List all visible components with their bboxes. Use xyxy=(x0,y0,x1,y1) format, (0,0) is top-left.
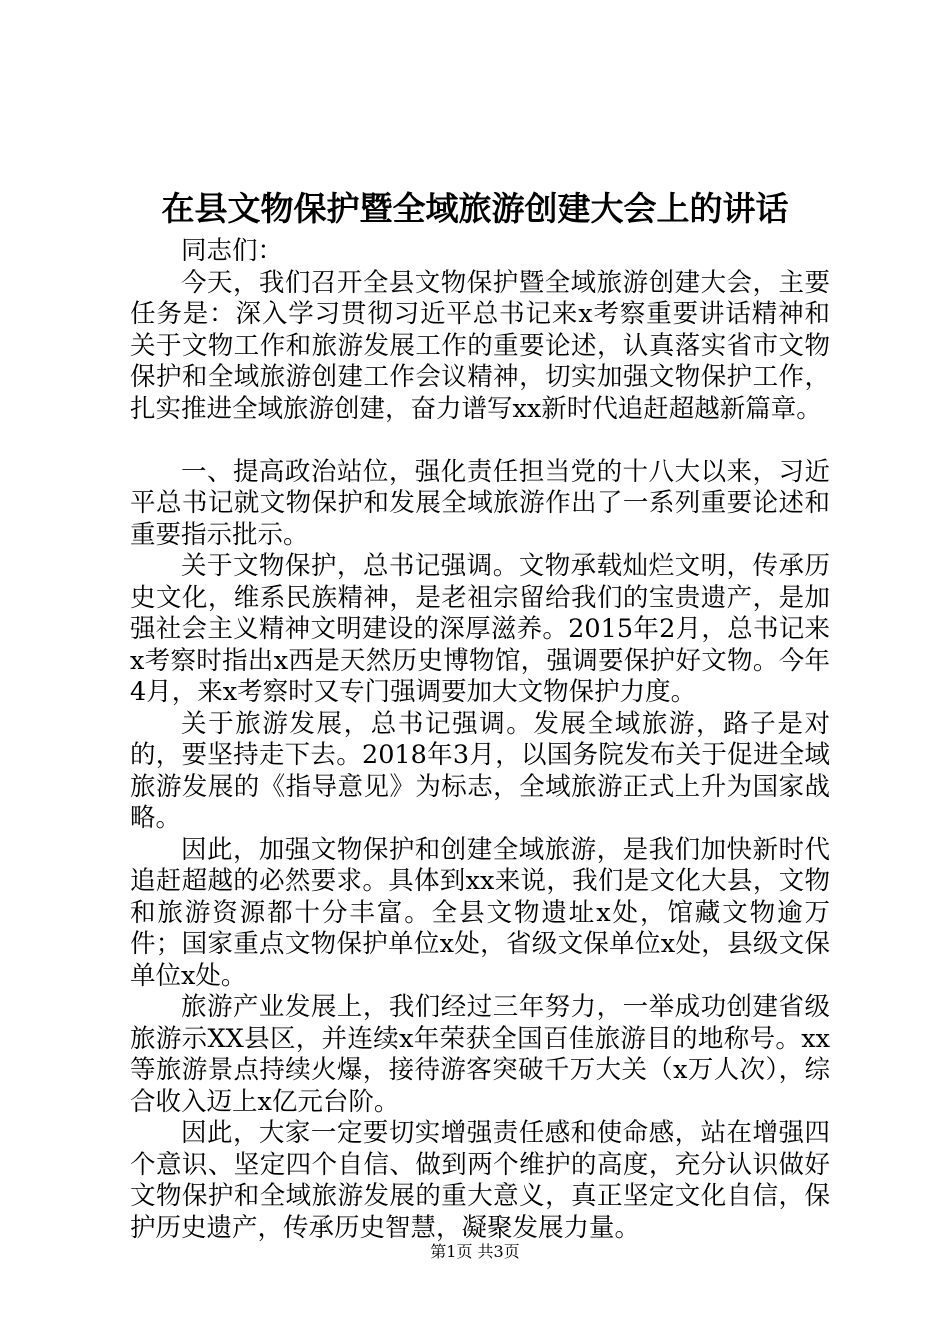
body-paragraph: 关于文物保护，总书记强调。文物承载灿烂文明，传承历史文化，维系民族精神，是老祖宗留给我们的宝贵遗产，是加强社会主义精神文明建设的深厚滋养。2015年2月，总书记来x考察时指出x西是天然历史博物馆，强调要保护好文物。今年4月，来x考察时又专门强调要加大文物保护力度。 xyxy=(130,551,830,707)
document-title: 在县文物保护暨全域旅游创建大会上的讲话 xyxy=(161,189,789,228)
body-paragraph: 关于旅游发展，总书记强调。发展全域旅游，路子是对的，要坚持走下去。2018年3月，以国务院发布关于促进全域旅游发展的《指导意见》为标志，全域旅游正式上升为国家战略。 xyxy=(130,708,830,833)
document-body xyxy=(130,236,830,1244)
body-paragraph: 因此，大家一定要切实增强责任感和使命感，站在增强四个意识、坚定四个自信、做到两个维护的高度，充分认识做好文物保护和全域旅游发展的重大意义，真正坚定文化自信，保护历史遗产，传承历史智慧，凝聚发展力量。 xyxy=(130,1118,830,1243)
paragraph-spacer xyxy=(130,425,830,457)
section-heading-paragraph: 一、提高政治站位，强化责任担当党的十八大以来，习近平总书记就文物保护和发展全域旅游作出了一系列重要论述和重要指示批示。 xyxy=(130,456,830,550)
intro-paragraph: 今天，我们召开全县文物保护暨全域旅游创建大会，主要任务是：深入学习贯彻习近平总书记来x考察重要讲话精神和关于文物工作和旅游发展工作的重要论述，认真落实省市文物保护和全域旅游创建工作会议精神，切实加强文物保护工作，扎实推进全域旅游创建，奋力谱写xx新时代追赶超越新篇章。 xyxy=(130,267,830,424)
salutation: 同志们： xyxy=(181,236,284,266)
body-paragraph: 旅游产业发展上，我们经过三年努力，一举成功创建省级旅游示XX县区，并连续x年荣获全国百佳旅游目的地称号。xx等旅游景点持续火爆，接待游客突破千万大关（x万人次），综合收入迈上x亿元台阶。 xyxy=(130,992,830,1117)
body-paragraph: 因此，加强文物保护和创建全域旅游，是我们加快新时代追赶超越的必然要求。具体到xx来说，我们是文化大县，文物和旅游资源都十分丰富。全县文物遗址x处，馆藏文物逾万件；国家重点文物保护单位x处，省级文保单位x处，县级文保单位x处。 xyxy=(130,834,830,991)
page-number-footer: 第1页 共3页 xyxy=(430,1242,520,1261)
